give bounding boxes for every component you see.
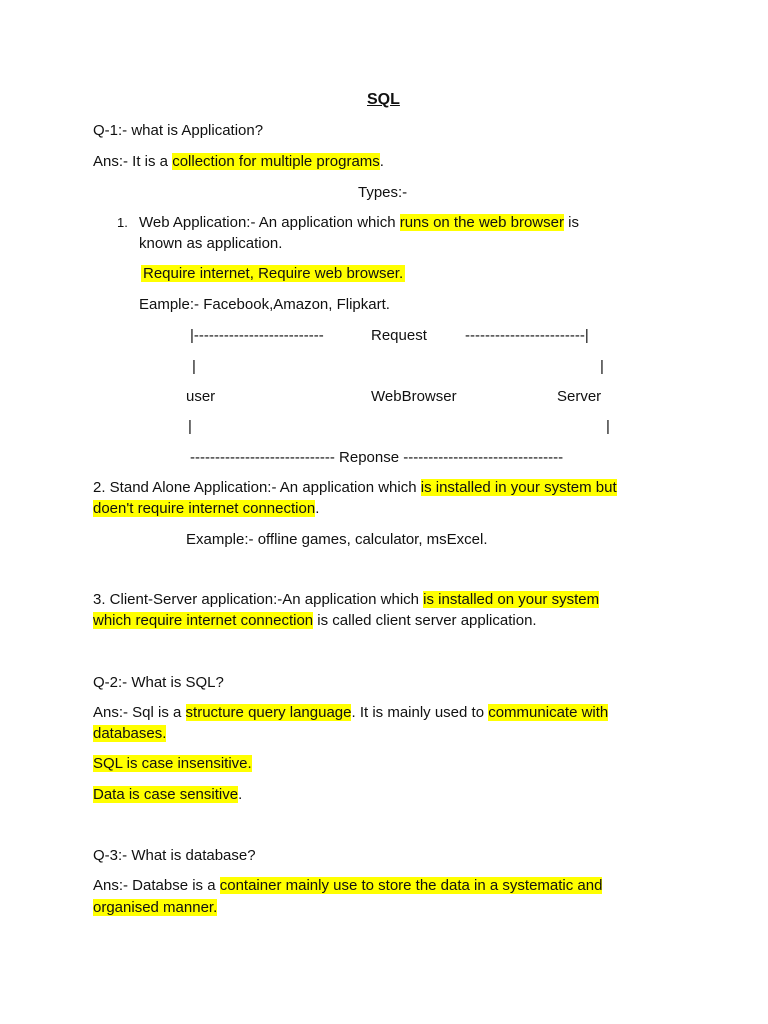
answer-2-line1 (93, 703, 608, 723)
answer-2-highlight-3: databases. (93, 725, 167, 742)
bar-left-1: | (192, 358, 196, 375)
item-1-suffix: is (563, 214, 579, 231)
data-case-highlight: Data is case sensitive (93, 786, 239, 803)
question-3: Q-3:- What is database? (93, 847, 256, 864)
question-2: Q-2:- What is SQL? (93, 674, 224, 691)
item-3-highlight-2: which require internet connection (93, 612, 314, 629)
list-item-1-line2: known as application. (139, 235, 283, 252)
item-1-prefix: Web Application:- An application which (139, 214, 400, 231)
answer-3-line2 (93, 898, 217, 918)
sql-case-highlight: SQL is case insensitive. (93, 755, 252, 772)
sql-case-note (93, 754, 252, 774)
request-right-line: ------------------------| (465, 327, 589, 344)
answer-3-highlight-2: organised manner. (93, 899, 218, 916)
user-label: user (186, 388, 216, 405)
page-title: SQL (367, 91, 400, 108)
question-1: Q-1:- what is Application? (93, 122, 264, 139)
item-2-highlight-2: doen't require internet connection (93, 500, 316, 517)
bar-right-1: | (600, 358, 604, 375)
list-item-1-line1 (139, 213, 579, 233)
answer-2-prefix: Ans:- Sql is a (93, 704, 186, 721)
answer-3-prefix: Ans:- Databse is a (93, 877, 220, 894)
request-left-line: |-------------------------- (190, 327, 324, 344)
item-1-highlight: runs on the web browser (399, 214, 564, 231)
answer-2-mid: . It is mainly used to (351, 704, 489, 721)
response-left-dashes: ----------------------------- (190, 449, 335, 466)
item-3-suffix: is called client server application. (313, 612, 537, 629)
answer-1-highlight: collection for multiple programs (172, 153, 380, 170)
requirements (141, 264, 405, 284)
answer-2-highlight-1: structure query language (185, 704, 352, 721)
answer-2-highlight-2: communicate with (488, 704, 609, 721)
item-2-end: . (315, 500, 320, 517)
response-line (190, 448, 563, 468)
webbrowser-label: WebBrowser (371, 388, 457, 405)
item-3-line2 (93, 611, 537, 631)
bar-right-2: | (606, 418, 610, 435)
item-2-line1 (93, 478, 617, 498)
requirements-highlight: Require internet, Require web browser. (143, 265, 404, 282)
answer-3-line1 (93, 876, 602, 896)
item-3-prefix: 3. Client-Server application:-An application which (93, 591, 424, 608)
response-label: Reponse (339, 449, 400, 466)
request-label: Request (371, 327, 427, 344)
answer-1-prefix: Ans:- It is a (93, 153, 173, 170)
types-heading: Types:- (358, 184, 408, 201)
item-3-highlight-1: is installed on your system (423, 591, 600, 608)
item-2-line2 (93, 499, 319, 519)
answer-1-end: . (379, 153, 384, 170)
bar-left-2: | (188, 418, 192, 435)
data-case-end: . (238, 786, 243, 803)
item-2-highlight-1: is installed in your system but (420, 479, 617, 496)
server-label: Server (557, 388, 602, 405)
example-standalone: Example:- offline games, calculator, msExcel. (186, 531, 488, 548)
list-item-1-number: 1. (117, 215, 128, 230)
response-right-dashes: -------------------------------- (403, 449, 564, 466)
answer-2-line2 (93, 724, 166, 744)
item-3-line1 (93, 590, 599, 610)
example-web: Eample:- Facebook,Amazon, Flipkart. (139, 296, 390, 313)
data-case-note (93, 785, 242, 805)
answer-3-highlight-1: container mainly use to store the data in a systematic and (219, 877, 603, 894)
answer-1 (93, 152, 384, 172)
item-2-prefix: 2. Stand Alone Application:- An application which (93, 479, 421, 496)
